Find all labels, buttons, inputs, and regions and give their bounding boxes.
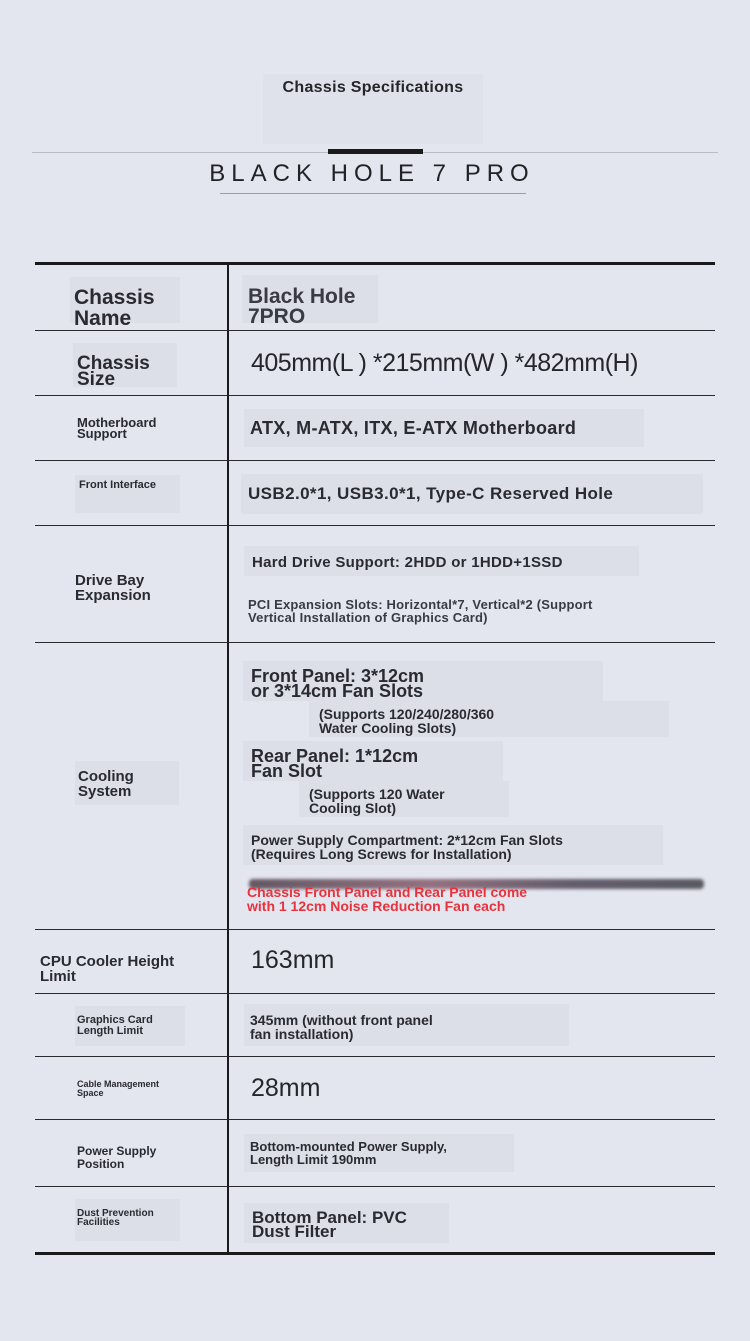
spec-value: 405mm(L ) *215mm(W ) *482mm(H)	[251, 349, 638, 377]
spec-row-chassis-name	[35, 265, 715, 331]
spec-value-line: Power Supply Compartment: 2*12cm Fan Slots (Requires Long Screws for Installation)	[243, 825, 663, 865]
spec-label: Graphics Card Length Limit	[75, 1006, 185, 1046]
spec-row-graphics-card-length	[35, 994, 715, 1057]
spec-row-dust-prevention	[35, 1187, 715, 1252]
spec-label: Chassis Name	[70, 277, 180, 323]
spec-value: ATX, M-ATX, ITX, E-ATX Motherboard	[244, 409, 644, 447]
spec-label: Cable Management Space	[77, 1079, 160, 1098]
section-title: Chassis Specifications	[263, 74, 483, 144]
spec-table	[35, 262, 715, 1255]
spec-value: 163mm	[251, 946, 335, 974]
spec-label: Drive Bay Expansion	[75, 572, 151, 604]
spec-value: USB2.0*1, USB3.0*1, Type-C Reserved Hole	[241, 474, 703, 514]
spec-value-line: Hard Drive Support: 2HDD or 1HDD+1SSD	[244, 546, 639, 576]
spec-value-line: (Supports 120/240/280/360 Water Cooling Slots)	[309, 701, 669, 737]
spec-label: Power Supply Position	[77, 1144, 157, 1171]
spec-value-line: Front Panel: 3*12cm or 3*14cm Fan Slots	[243, 661, 603, 701]
spec-row-cooling-system	[35, 643, 715, 930]
spec-value: 28mm	[251, 1074, 321, 1102]
spec-label: Motherboard Support	[77, 415, 157, 442]
spec-label: Cooling System	[75, 761, 179, 805]
spec-label: CPU Cooler Height Limit	[40, 953, 175, 985]
header-accent-bar	[328, 149, 423, 154]
spec-row-power-supply	[35, 1120, 715, 1187]
spec-row-chassis-size	[35, 331, 715, 396]
model-underline	[220, 193, 526, 194]
spec-value: Bottom Panel: PVC Dust Filter	[244, 1203, 449, 1243]
spec-label: Dust Prevention Facilities	[75, 1199, 180, 1241]
spec-label: Chassis Size	[73, 343, 177, 387]
spec-value-line: Rear Panel: 1*12cm Fan Slot	[243, 741, 503, 781]
spec-value: Black Hole 7PRO	[242, 275, 378, 323]
spec-row-motherboard-support	[35, 396, 715, 461]
model-title: BLACK HOLE 7 PRO	[209, 160, 535, 187]
spec-value: 345mm (without front panel fan installation)	[244, 1004, 569, 1046]
spec-row-cable-management	[35, 1057, 715, 1120]
spec-value: Bottom-mounted Power Supply, Length Limit 190mm	[244, 1134, 514, 1172]
spec-row-cpu-cooler-height	[35, 930, 715, 994]
spec-value-line: PCI Expansion Slots: Horizontal*7, Vertical*2 (Support Vertical Installation of Graphics Card)	[248, 597, 593, 625]
spec-row-front-interface	[35, 461, 715, 526]
spec-value-note: Chassis Front Panel and Rear Panel come with 1 12cm Noise Reduction Fan each	[247, 884, 528, 914]
spec-value-line: (Supports 120 Water Cooling Slot)	[299, 781, 509, 817]
spec-row-drive-bay	[35, 526, 715, 643]
spec-label: Front Interface	[75, 475, 180, 513]
